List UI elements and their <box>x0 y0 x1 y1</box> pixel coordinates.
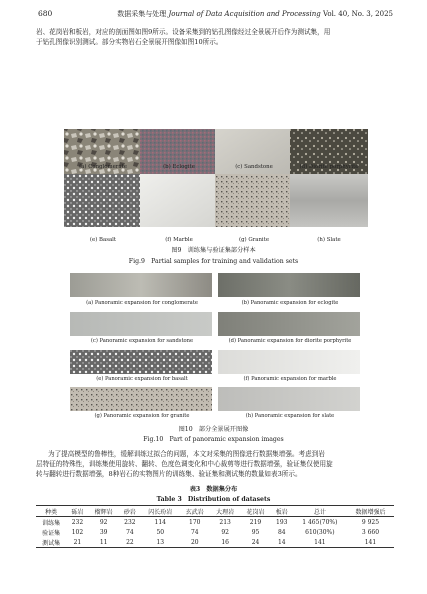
table-cell: 13 <box>141 537 180 548</box>
text-line: 于钻孔图像识别测试。部分实物岩石全景展开图像如图10所示。 <box>36 38 223 46</box>
table-cell: 验证集 <box>42 529 61 537</box>
pano-caption: (a) Panoramic expansion for conglomerate <box>86 300 198 306</box>
pano-caption: (g) Panoramic expansion for granite <box>94 413 190 419</box>
pano-caption: (f) Panoramic expansion for marble <box>243 376 337 382</box>
journal-volume: Vol. 40, No. 3, 2025 <box>322 10 393 18</box>
column-header: 砾岩 <box>66 506 88 517</box>
column-header: 榴辉岩 <box>88 506 118 517</box>
text-line: 层特征的特殊性，训练集使用旋转、翻转、色度色调变化和中心裁剪等进行数据增强，验证集仅使用旋 <box>36 460 333 468</box>
pano-diorite-porphyrite <box>218 312 360 336</box>
sample-caption: (a) Conglomerate <box>79 164 127 170</box>
table-cell: 141 <box>293 537 347 548</box>
table-cell: 50 <box>156 528 165 536</box>
table-row <box>36 517 394 528</box>
table-cell: 95 <box>251 528 260 536</box>
sample-slate <box>290 174 368 227</box>
table-cell: 24 <box>240 537 270 548</box>
table-cell: 1 465(70%) <box>302 518 338 526</box>
sample-caption: (b) Eclogite <box>163 164 195 170</box>
table-cell: 14 <box>271 537 293 548</box>
sample-caption: (e) Basalt <box>89 237 117 243</box>
sample-basalt <box>64 174 142 227</box>
column-header: 总计 <box>293 506 347 517</box>
text-line: 为了提高模型的鲁棒性，缓解训练过拟合的问题，本文对采集的图像进行数据集增强。考虑到岩 <box>48 450 325 458</box>
pano-conglomerate <box>70 273 212 297</box>
table-cell: 102 <box>71 528 84 536</box>
sample-granite <box>215 174 293 227</box>
table-cell: 74 <box>190 528 199 536</box>
sample-marble <box>140 174 218 227</box>
column-header: 花岗岩 <box>240 506 270 517</box>
pano-caption: (h) Panoramic expansion for slate <box>245 413 335 419</box>
column-header: 砂岩 <box>119 506 141 517</box>
table-cell: 22 <box>119 537 141 548</box>
pano-slate <box>218 387 360 411</box>
fig9-images <box>0 0 427 270</box>
journal-title-en: Journal of Data Acquisition and Processing <box>168 10 321 18</box>
table-cell: 16 <box>210 537 240 548</box>
fig10-images <box>0 268 427 428</box>
dataset-table <box>36 505 394 548</box>
table-cell: 170 <box>189 518 201 526</box>
table-cell: 213 <box>219 518 231 526</box>
table-cell: 21 <box>66 537 88 548</box>
table-row <box>36 527 394 537</box>
pano-caption: (d) Panoramic expansion for diorite porphyrite <box>228 338 352 344</box>
table-cell: 92 <box>221 528 229 536</box>
column-header: 数据增强后 <box>347 506 394 517</box>
column-header: 大理岩 <box>210 506 240 517</box>
fig10-caption-cn: 图10 部分全景展开图像 <box>178 426 249 433</box>
table-cell: 84 <box>277 528 286 536</box>
table-cell: 219 <box>249 518 262 526</box>
table-cell: 141 <box>347 537 394 548</box>
page-number: 680 <box>38 9 53 18</box>
table-cell: 20 <box>180 537 210 548</box>
fig9-caption-en: Fig.9 Partial samples for training and validation sets <box>128 258 299 265</box>
table-cell: 610(30%) <box>305 528 335 536</box>
sample-caption: (g) Granite <box>238 237 270 243</box>
table-cell: 11 <box>88 537 118 548</box>
table-cell: 3 660 <box>361 528 380 536</box>
column-header: 闪长玢岩 <box>141 506 180 517</box>
pano-basalt <box>70 350 212 374</box>
sample-caption: (h) Slate <box>317 237 341 243</box>
table-cell: 114 <box>154 518 166 526</box>
fig10-caption-en: Fig.10 Part of panoramic expansion images <box>143 436 284 443</box>
column-header: 板岩 <box>271 506 293 517</box>
table3-title-cn: 表3 数据集分布 <box>189 486 238 493</box>
fig9-caption-cn: 图9 训练集与验证集部分样本 <box>171 247 256 254</box>
column-header: 种类 <box>36 506 66 517</box>
body-paragraph <box>36 449 394 479</box>
pano-caption: (c) Panoramic expansion for sandstone <box>90 338 194 344</box>
table-cell: 232 <box>71 518 84 526</box>
table-cell: 训练集 <box>42 519 61 527</box>
pano-marble <box>218 350 360 374</box>
table-cell: 74 <box>126 528 134 536</box>
column-header: 玄武岩 <box>180 506 210 517</box>
table-cell: 232 <box>124 518 136 526</box>
table-cell: 193 <box>276 518 288 526</box>
sample-caption: (d) Diorite porphyrite <box>299 164 359 170</box>
text-line: 岩、花岗岩和板岩，对应的剖面图如图9所示。设备采集到的钻孔图像经过全景展开后作为测试集，用 <box>36 28 331 36</box>
table-cell: 92 <box>99 518 108 526</box>
text-line: 转与翻转进行数据增强，8种岩石的实物图片的训练集、验证集和测试集的数量如表3所示。 <box>36 470 302 478</box>
table-cell: 39 <box>99 528 108 536</box>
pano-caption: (e) Panoramic expansion for basalt <box>96 376 188 382</box>
table-row <box>36 537 394 548</box>
pano-eclogite <box>218 273 360 297</box>
table3-title-en: Table 3 Distribution of datasets <box>156 496 271 503</box>
table-cell: 9 925 <box>361 518 380 526</box>
table-cell: 测试集 <box>36 537 66 548</box>
sample-caption: (c) Sandstone <box>235 164 273 170</box>
pano-sandstone <box>70 312 212 336</box>
pano-granite <box>70 387 212 411</box>
table-header-row <box>36 506 394 517</box>
journal-title-cn: 数据采集与处理 <box>117 10 167 18</box>
pano-caption: (b) Panoramic expansion for eclogite <box>241 300 339 306</box>
sample-caption: (f) Marble <box>165 237 193 243</box>
